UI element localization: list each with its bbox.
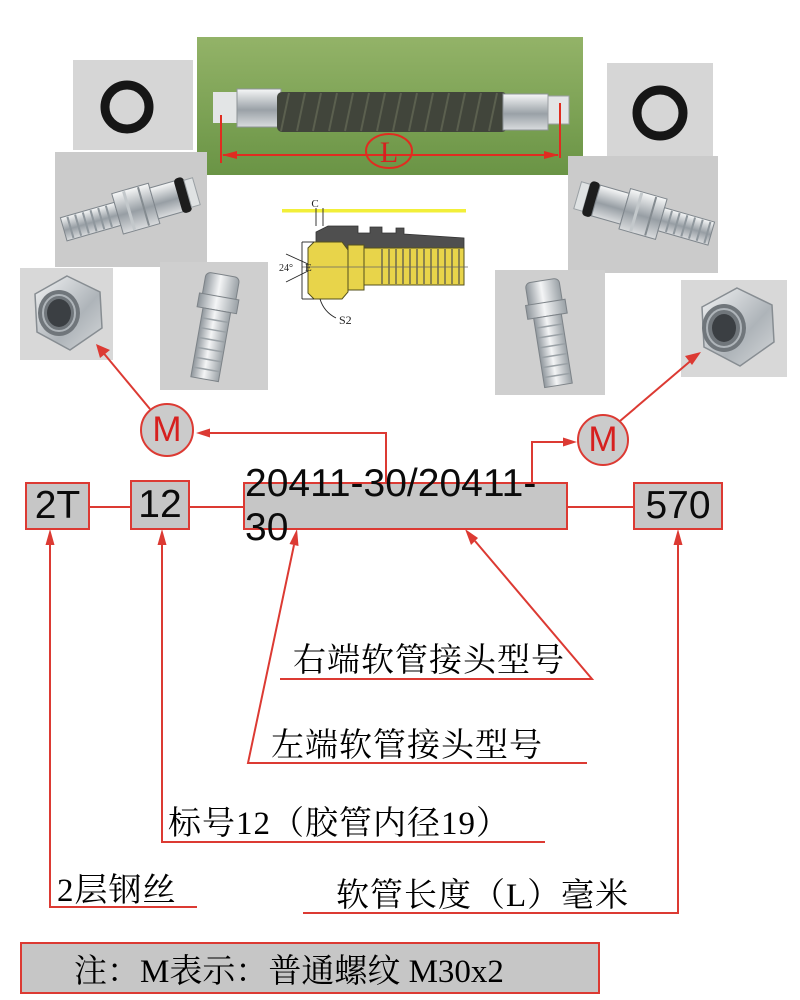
yellow-highlight-line: [282, 209, 466, 213]
hose-body: [277, 92, 507, 132]
drawing-shaft: [348, 248, 464, 285]
drawing-label-angle: 24°: [279, 263, 293, 274]
nut-photo-left: [20, 268, 113, 365]
fitting-photo-right: [568, 156, 718, 278]
code-box-size: [130, 480, 190, 530]
drawing-label-e: E: [305, 262, 312, 274]
arrowhead: [46, 529, 55, 545]
callout-hose-length: 软管长度（L）毫米: [336, 878, 630, 914]
code-size-value: 12: [138, 483, 182, 526]
nut-photo-right: [681, 280, 787, 382]
code-box-fittings: [243, 462, 568, 549]
fitting-technical-drawing: [278, 198, 470, 348]
note-text: 注：M表示：普通螺纹 M30x2: [74, 953, 504, 990]
arrowhead: [196, 429, 210, 438]
code-box-wire-layers: [25, 482, 90, 530]
callout-size: 标号12（胶管内径19）: [168, 806, 510, 842]
callout-wire-layers: 2层钢丝: [57, 873, 177, 909]
drawing-nut: [308, 242, 348, 299]
ferrule-photo-left: [160, 262, 268, 395]
callout-right-end-fitting: 右端软管接头型号: [293, 643, 565, 679]
length-dimension-label: L: [379, 136, 399, 169]
hose-assembly-photo: [197, 37, 583, 180]
arrowhead: [563, 438, 577, 447]
o-ring-photo-left: [73, 60, 193, 155]
arrowhead: [158, 529, 167, 545]
arrowhead: [674, 529, 683, 545]
drawing-label-s2: S2: [339, 313, 352, 327]
code-wire-layers-value: 2T: [34, 484, 81, 527]
ferrule-photo-right: [495, 270, 605, 400]
callout-left-end-fitting: 左端软管接头型号: [271, 728, 543, 764]
code-box-length: [633, 482, 723, 530]
code-length-value: 570: [645, 484, 711, 527]
code-fittings-value: 20411-30/20411-30: [245, 462, 537, 549]
thread-marker-left-label: M: [152, 410, 182, 449]
fitting-photo-left: [55, 152, 207, 272]
thread-marker-right-label: M: [588, 420, 618, 459]
thread-marker-right: [577, 414, 629, 466]
note-box: [20, 942, 600, 994]
hose-left-fitting: [213, 89, 281, 127]
drawing-label-c: C: [311, 198, 319, 210]
o-ring-photo-right: [607, 63, 713, 168]
thread-marker-left: [140, 403, 194, 457]
